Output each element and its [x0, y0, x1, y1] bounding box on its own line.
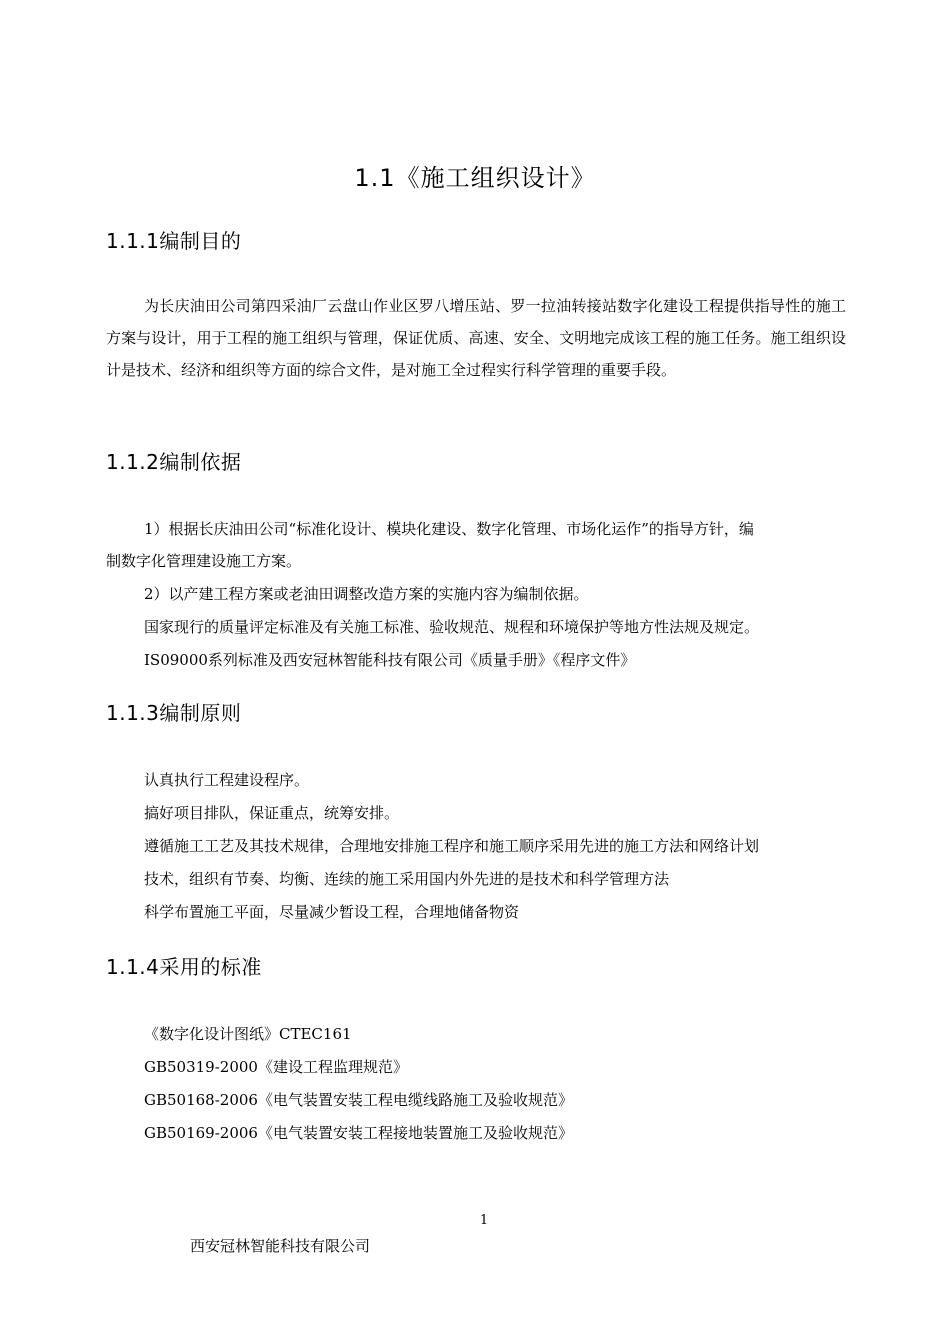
standard-item: 《数字化设计图纸》CTEC161	[144, 1025, 352, 1043]
section-heading-standards: 1.1.4采用的标准	[106, 955, 262, 979]
document-title: 1.1《施工组织设计》	[354, 164, 596, 192]
section-heading-basis: 1.1.2编制依据	[106, 450, 242, 474]
basis-item: 制数字化管理建设施工方案。	[106, 552, 302, 570]
footer-company-name: 西安冠林智能科技有限公司	[190, 1237, 371, 1255]
basis-item: 1）根据长庆油田公司“标准化设计、模块化建设、数字化管理、市场化运作”的指导方针，编	[144, 520, 754, 538]
standard-item: GB50168-2006《电气装置安装工程电缆线路施工及验收规范》	[144, 1091, 573, 1109]
standard-item: GB50169-2006《电气装置安装工程接地装置施工及验收规范》	[144, 1124, 573, 1142]
basis-item: 2）以产建工程方案或老油田调整改造方案的实施内容为编制依据。	[144, 585, 589, 603]
principle-item: 认真执行工程建设程序。	[144, 771, 310, 789]
purpose-paragraph: 为长庆油田公司第四采油厂云盘山作业区罗八增压站、罗一拉油转接站数字化建设工程提供指导性的施工方案与设计，用于工程的施工组织与管理，保证优质、高速、安全、文明地完成该工程的施工任务。施工组织设计是技术、经济和组织等方面的综合文件，是对施工全过程实行科学管理的重要手段。	[106, 297, 846, 379]
principle-item: 搞好项目排队，保证重点，统筹安排。	[144, 804, 400, 822]
principle-item: 遵循施工工艺及其技术规律，合理地安排施工程序和施工顺序采用先进的施工方法和网络计划	[144, 837, 760, 855]
page-number: 1	[479, 1213, 489, 1228]
basis-item: 国家现行的质量评定标准及有关施工标准、验收规范、规程和环境保护等地方性法规及规定。	[144, 618, 760, 636]
principle-item: 技术，组织有节奏、均衡、连续的施工采用国内外先进的是技术和科学管理方法	[144, 870, 670, 888]
principle-item: 科学布置施工平面，尽量减少暂设工程，合理地储备物资	[144, 903, 520, 921]
basis-item: IS09000系列标准及西安冠林智能科技有限公司《质量手册》《程序文件》	[144, 651, 636, 669]
section-heading-principles: 1.1.3编制原则	[106, 701, 242, 725]
standard-item: GB50319-2000《建设工程监理规范》	[144, 1058, 408, 1076]
section-heading-purpose: 1.1.1编制目的	[106, 229, 242, 253]
